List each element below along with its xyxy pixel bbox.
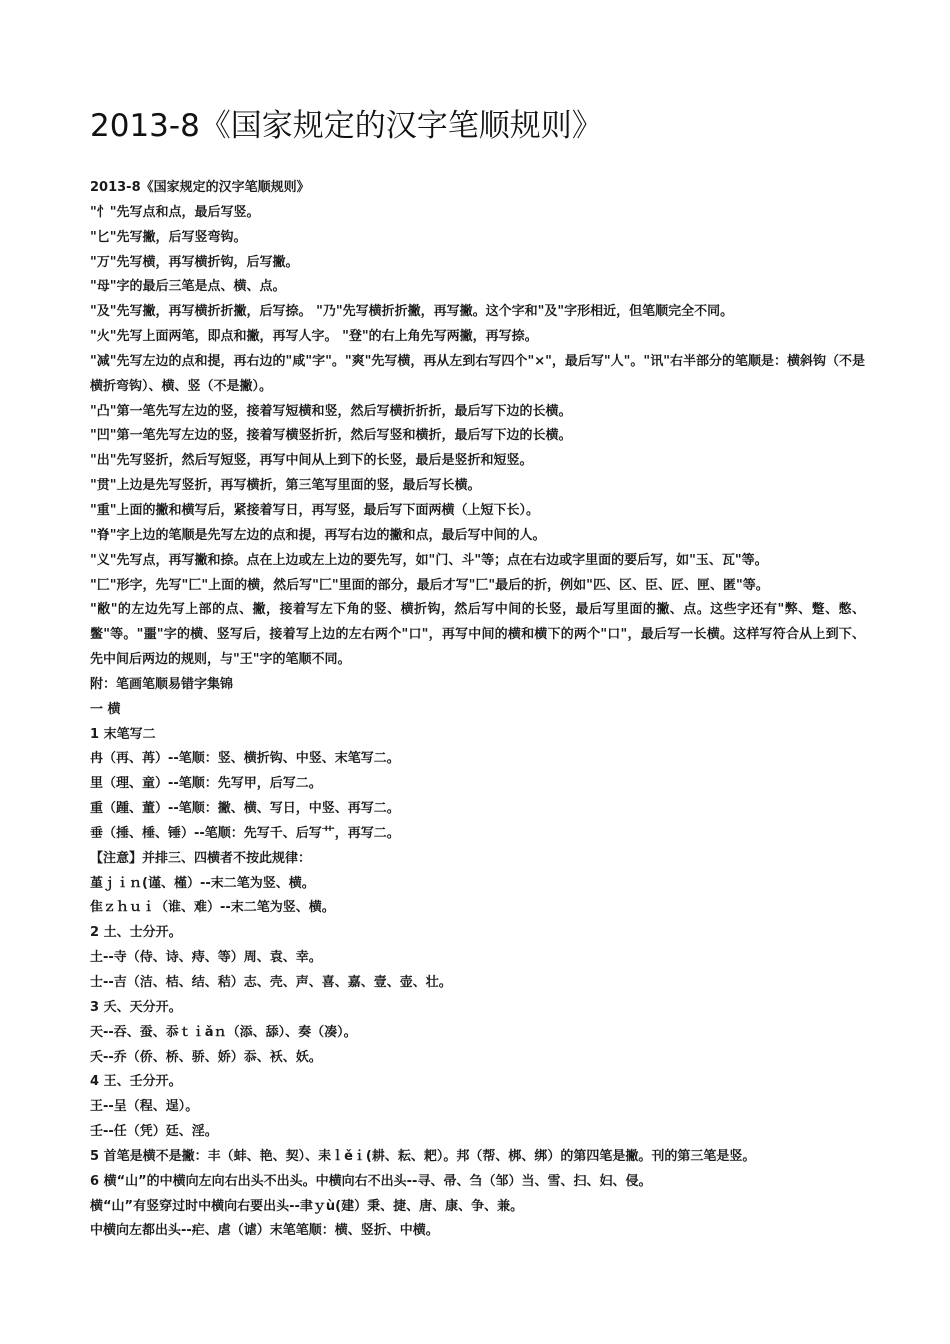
text-line: 里（理、童）--笔顺：先写甲，后写二。 [90, 776, 322, 792]
text-line: 堇ｊｉｎ(谨、槿）--末二笔为竖、横。 [90, 875, 315, 891]
text-line: "匕"先写撇，后写竖弯钩。 [90, 229, 247, 245]
document-subtitle: 2013-8《国家规定的汉字笔顺规则》 [90, 180, 310, 195]
text-line: 2 土、士分开。 [90, 925, 182, 941]
text-line: 【注意】并排三、四横者不按此规律： [90, 850, 312, 866]
text-line: "母"字的最后三笔是点、横、点。 [90, 279, 286, 295]
document-title: 2013-8《国家规定的汉字笔顺规则》 [90, 108, 603, 144]
text-line: 隹ｚｈｕｉ（谁、难）--末二笔为竖、横。 [90, 900, 335, 916]
text-line: 一 横 [90, 701, 121, 717]
text-line: "敝"的左边先写上部的点、撇，接着写左下角的竖、横折钩，然后写中间的长竖，最后写里面的撇、点。这些字还有"弊、蹩、憋、鳖"等。"噩"字的横、竖写后，接着写上边的左右两个"口"，再写中间的横和横下的两个"口"，最后写一长横。这样写符合从上到下、先中间后两边的规则，与"王"字的笔顺不同。 [90, 602, 865, 668]
text-line: 3 夭、天分开。 [90, 999, 182, 1015]
text-line: 士--吉（洁、桔、结、秸）志、壳、声、喜、嘉、壹、壶、壮。 [90, 975, 452, 990]
text-line: 垂（捶、棰、锤）--笔顺：先写千、后写艹，再写二。 [90, 825, 400, 841]
text-line: 壬--任（凭）廷、淫。 [90, 1124, 218, 1140]
text-line: 冉（再、苒）--笔顺：竖、横折钩、中竖、末笔写二。 [90, 751, 400, 767]
text-line: 天--吞、蚕、忝ｔｉǎｎ（添、舔）、奏（凑）。 [90, 1024, 357, 1040]
text-line: "匚"形字，先写"匚"上面的横，然后写"匚"里面的部分，最后才写"匚"最后的折，例如"匹、区、臣、匠、匣、匿"等。 [90, 577, 769, 593]
document-body [90, 176, 865, 1244]
text-line: 王--呈（程、逞）。 [90, 1099, 199, 1115]
text-line: 1 末笔写二 [90, 726, 156, 742]
text-line: "重"上面的撇和横写后，紧接着写日，再写竖，最后写下面两横（上短下长）。 [90, 502, 540, 518]
text-line: "凹"第一笔先写左边的竖，接着写横竖折折，然后写竖和横折，最后写下边的长横。 [90, 428, 572, 444]
text-line: 6 横“山”的中横向左向右出头不出头。中横向右不出头--寻、帚、刍（邹）当、雪、扫、妇、侵。 [90, 1173, 652, 1189]
text-line: "及"先写撇，再写横折折撇，后写捺。 "乃"先写横折折撇，再写撇。这个字和"及"字形相近，但笔顺完全不同。 [90, 304, 734, 320]
text-line: 中横向左都出头--疟、虐（谑）末笔笔顺：横、竖折、中横。 [90, 1223, 439, 1239]
text-line: "义"先写点，再写撇和捺。点在上边或左上边的要先写，如"门、斗"等；点在右边或字里面的要后写，如"玉、瓦"等。 [90, 552, 768, 568]
text-line: "忄"先写点和点，最后写竖。 [90, 204, 260, 220]
text-line: "凸"第一笔先写左边的竖，接着写短横和竖，然后写横折折折，最后写下边的长横。 [90, 403, 572, 419]
text-line: "出"先写竖折，然后写短竖，再写中间从上到下的长竖，最后是竖折和短竖。 [90, 453, 533, 469]
text-line: 横“山”有竖穿过时中横向右要出头--聿ｙù(建）秉、捷、唐、康、争、兼。 [90, 1198, 524, 1214]
text-line: 5 首笔是横不是撇：丰（蚌、艳、契）、耒ｌěｉ(耕、耘、耙）。邦（帮、梆、绑）的第四笔是撇。刊的第三笔是竖。 [90, 1148, 756, 1164]
text-line: 土--寺（侍、诗、痔、等）周、袁、幸。 [90, 950, 322, 966]
text-line: "减"先写左边的点和提，再右边的"咸"字"。"爽"先写横，再从左到右写四个"×"，最后写"人"。"讯"右半部分的笔顺是：横斜钩（不是横折弯钩）、横、竖（不是撇）。 [90, 353, 865, 394]
text-line: "脊"字上边的笔顺是先写左边的点和提，再写右边的撇和点，最后写中间的人。 [90, 527, 546, 543]
text-line: 4 王、壬分开。 [90, 1074, 182, 1090]
text-line: "万"先写横，再写横折钩，后写撇。 [90, 254, 299, 270]
text-line: "火"先写上面两笔，即点和撇，再写人字。 "登"的右上角先写两撇，再写捺。 [90, 329, 538, 345]
text-line: 附：笔画笔顺易错字集锦 [90, 676, 234, 692]
text-line: 重（踵、董）--笔顺：撇、横、写日，中竖、再写二。 [90, 801, 400, 817]
text-line: "贯"上边是先写竖折，再写横折，第三笔写里面的竖，最后写长横。 [90, 478, 481, 494]
text-line: 夭--乔（侨、桥、骄、娇）忝、袄、妖。 [90, 1049, 322, 1065]
